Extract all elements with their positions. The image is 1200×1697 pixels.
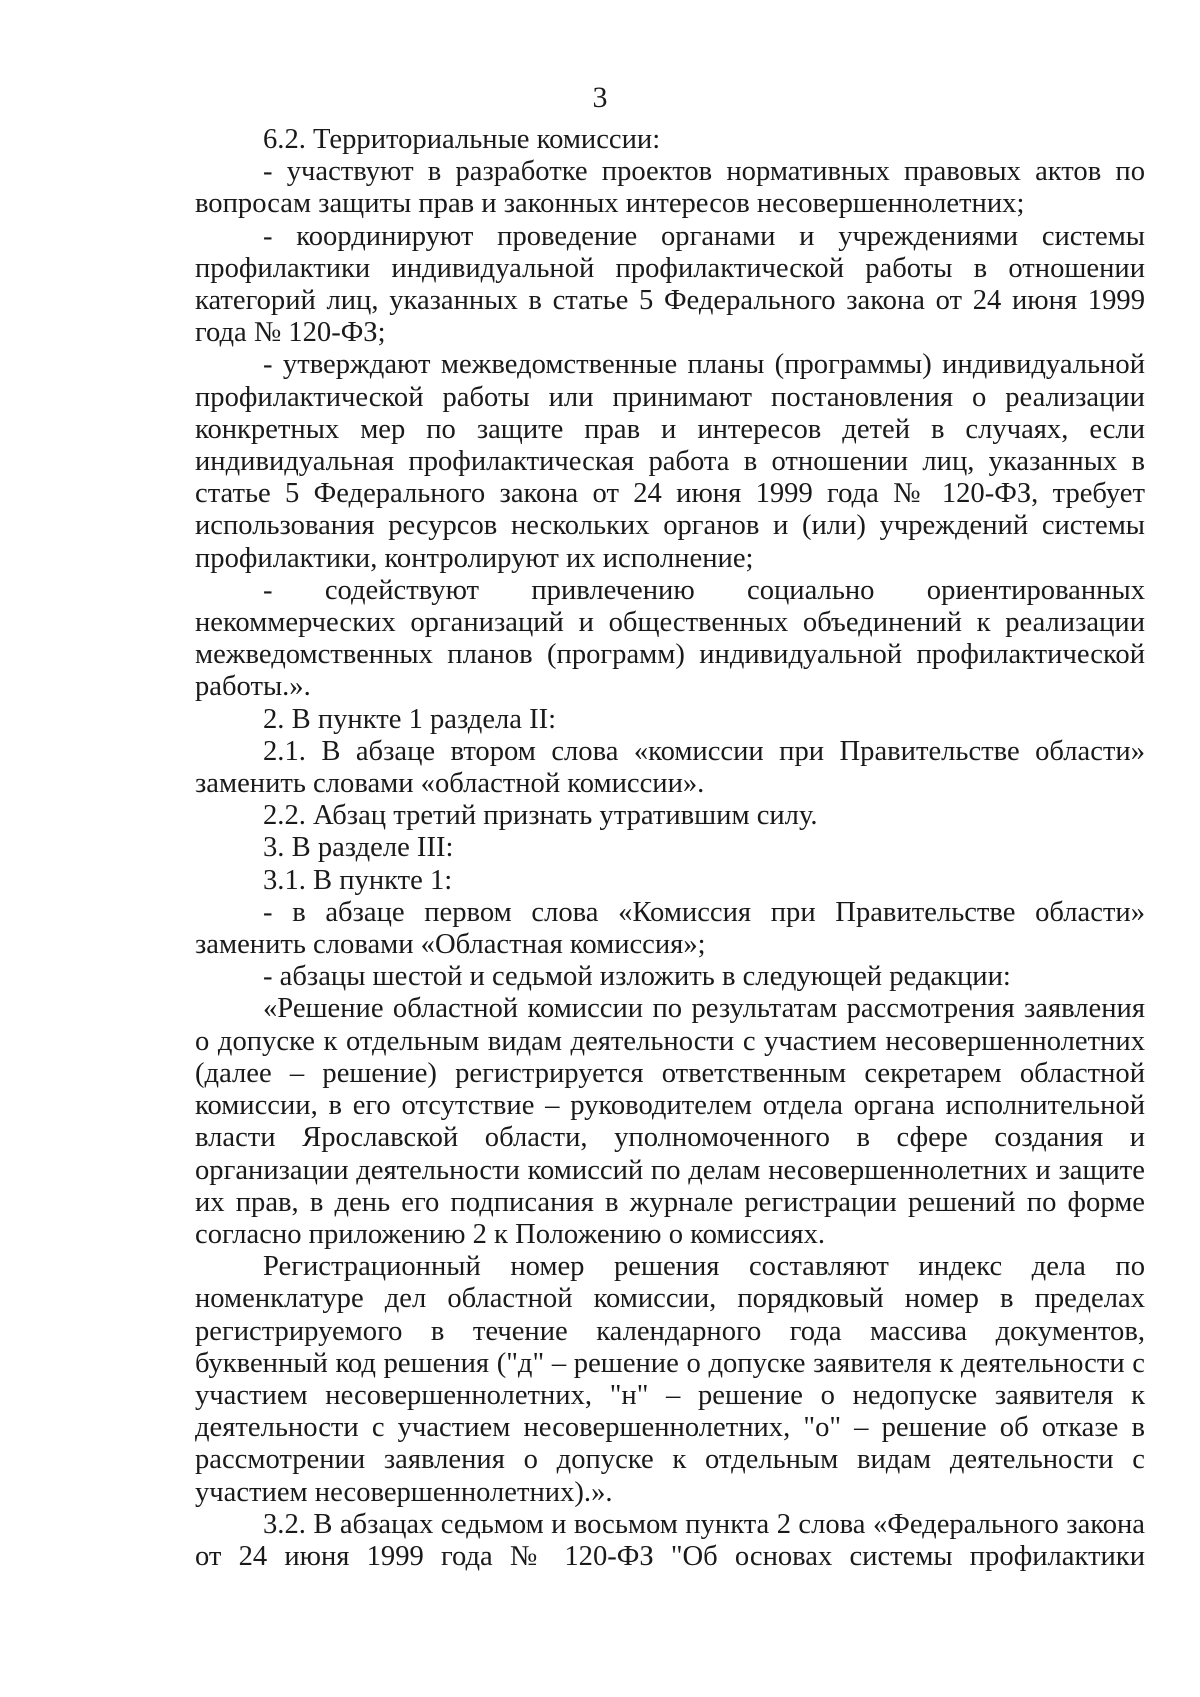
paragraph-section-3: 3. В разделе III: — [263, 832, 454, 864]
paragraph-section-2-item-1: 2. В пункте 1 раздела II: — [263, 703, 557, 735]
paragraph-6-2-heading: 6.2. Территориальные комиссии: — [263, 124, 661, 155]
document-body — [195, 124, 1145, 1573]
paragraph-3-2: 3.2. В абзацах седьмом и восьмом пункта 2 слова «Федерального закона от 24 июня 1999 года № 120-ФЗ "Об основах системы профилактики — [195, 1508, 1145, 1572]
paragraph-2-2: 2.2. Абзац третий признать утратившим силу. — [263, 800, 818, 832]
paragraph-3-1: 3.1. В пункте 1: — [263, 864, 453, 896]
paragraph-2-1: 2.1. В абзаце втором слова «комиссии при Правительстве области» заменить словами «областной комиссии». — [195, 735, 1145, 800]
paragraph-first-abzac-replace: - в абзаце первом слова «Комиссия при Правительстве области» заменить словами «Областная комиссия»; — [195, 896, 1145, 961]
paragraph-registration-number: Регистрационный номер решения составляют индекс дела по номенклатуре дел областной комиссии, порядковый номер в пределах регистрируемого в течение календарного года массива документов, буквенный код решения ("д" – решение о допуске заявителя к деятельности с участием несовершеннолетних, "н" – решение о недопуске заявителя к деятельности с участием несовершеннолетних, "о" – решение об отказе в рассмотрении заявления о допуске к отдельным видам деятельности с участием несовершеннолетних).». — [195, 1251, 1145, 1508]
paragraph-coordinate-prevention: - координируют проведение органами и учреждениями системы профилактики индивидуальной профилактической работы в отношении категорий лиц, указанных в статье 5 Федерального закона от 24 июня 1999 года № 120-ФЗ; — [195, 220, 1145, 349]
paragraph-participate-drafting: - участвуют в разработке проектов нормативных правовых актов по вопросам защиты прав и законных интересов несовершеннолетних; — [195, 156, 1145, 220]
paragraph-sixth-seventh-abzac: - абзацы шестой и седьмой изложить в следующей редакции: — [263, 961, 1011, 993]
paragraph-decision-registration: «Решение областной комиссии по результатам рассмотрения заявления о допуске к отдельным видам деятельности с участием несовершеннолетних (далее – решение) регистрируется ответственным секретарем областной комиссии, в его отсутствие – руководителем отдела органа исполнительной власти Ярославской области, уполномоченного в сфере создания и организации деятельности комиссий по делам несовершеннолетних и защите их прав, в день его подписания в журнале регистрации решений по форме согласно приложению 2 к Положению о комиссиях. — [195, 993, 1145, 1250]
page-number: 3 — [592, 81, 608, 114]
paragraph-approve-plans: - утверждают межведомственные планы (программы) индивидуальной профилактической работы или принимают постановления о реализации конкретных мер по защите прав и интересов детей в случаях, если индивидуальная профилактическая работа в отношении лиц, указанных в статье 5 Федерального закона от 24 июня 1999 года № 120-ФЗ, требует использования ресурсов нескольких органов и (или) учреждений системы профилактики, контролируют их исполнение; — [195, 349, 1145, 574]
paragraph-assist-organizations: - содействуют привлечению социально ориентированных некоммерческих организаций и общественных объединений к реализации межведомственных планов (программ) индивидуальной профилактической работы.». — [195, 574, 1145, 703]
